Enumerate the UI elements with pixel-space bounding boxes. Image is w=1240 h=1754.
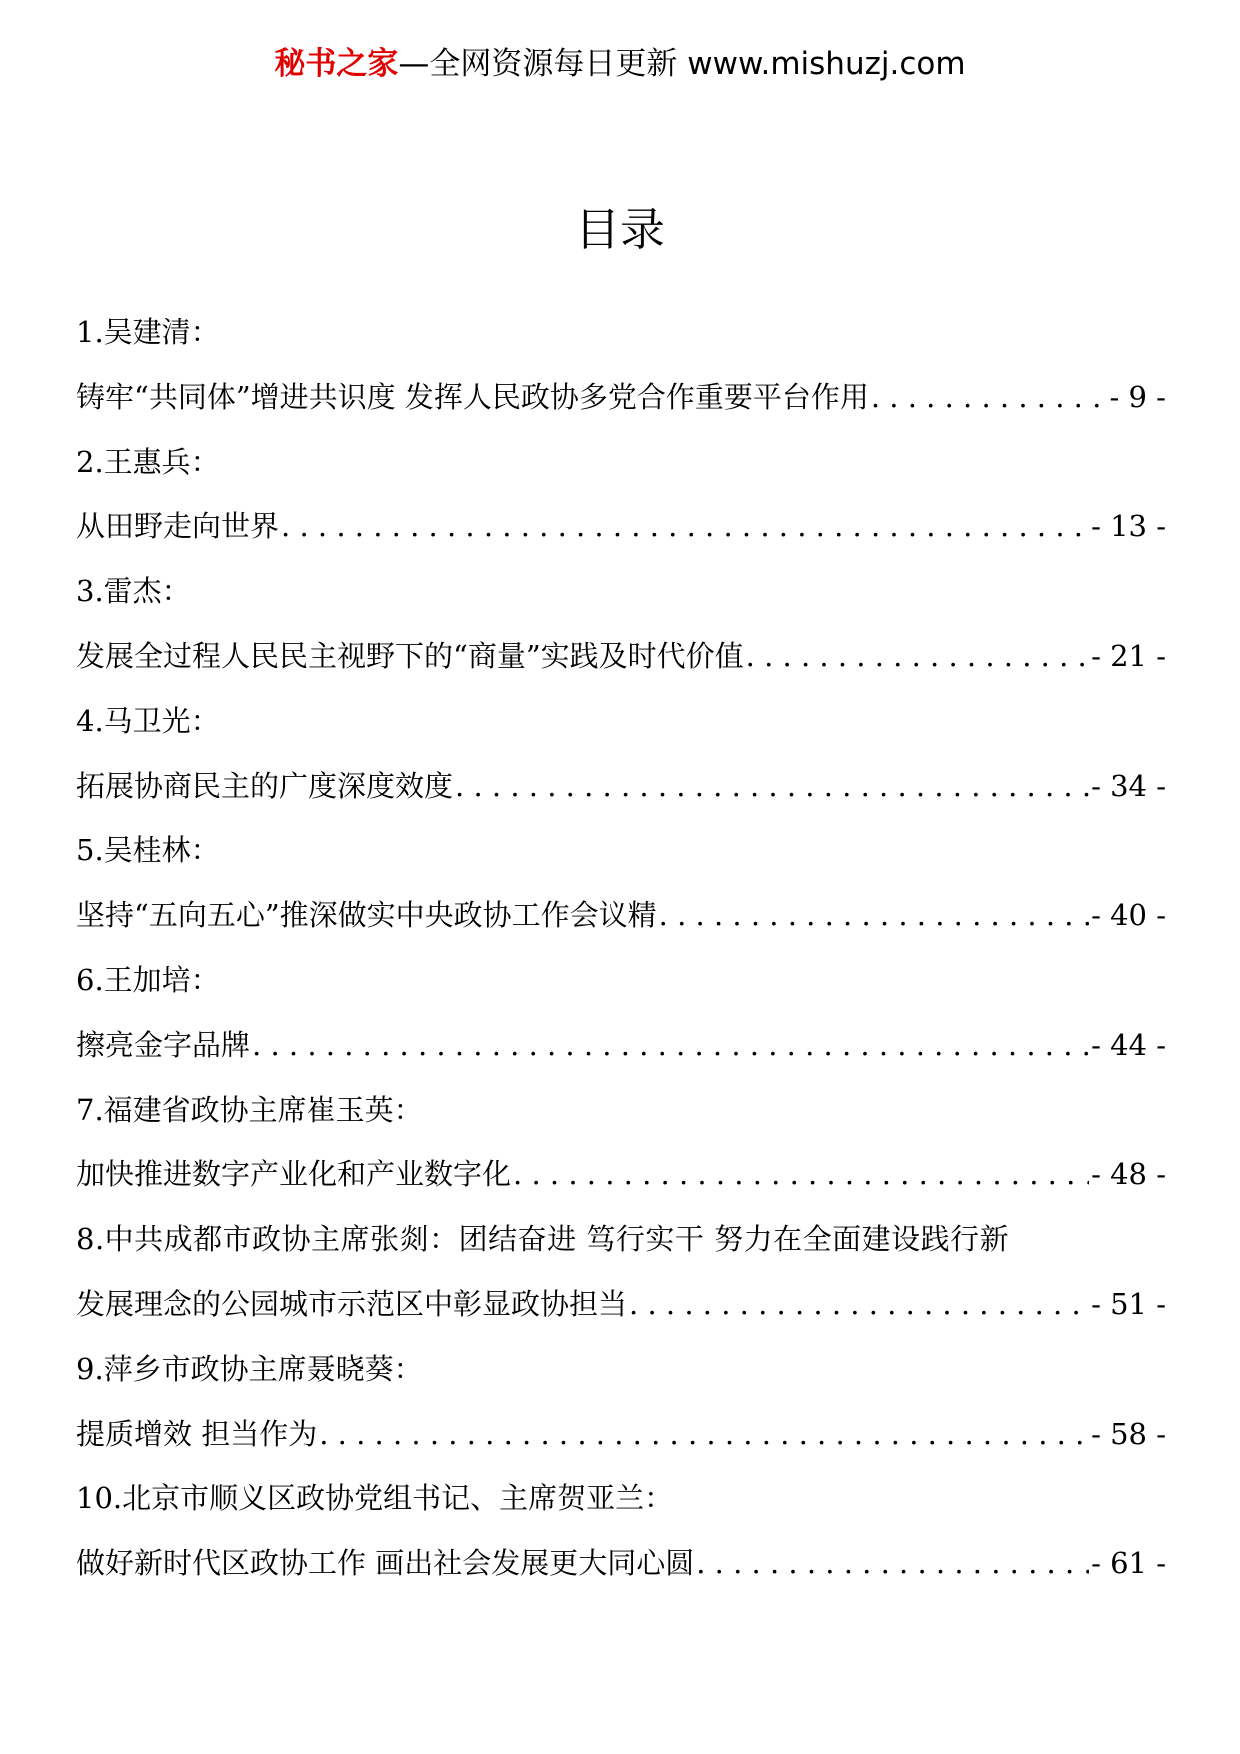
toc-heading: 3.雷杰：	[76, 574, 191, 609]
toc-page-number: - 21 -	[1091, 638, 1166, 673]
toc-item[interactable]	[76, 300, 1166, 430]
site-header	[0, 42, 1240, 86]
toc-item[interactable]	[76, 689, 1166, 819]
toc-entry-title: 铸牢“共同体”增进共识度 发挥人民政协多党合作重要平台作用	[76, 379, 869, 414]
toc-entry-title: 做好新时代区政协工作 画出社会发展更大同心圆	[76, 1546, 695, 1581]
toc-item[interactable]	[76, 1337, 1166, 1467]
toc-page-number: - 51 -	[1091, 1286, 1166, 1321]
toc-heading: 9.萍乡市政协主席聂晓葵：	[76, 1351, 423, 1386]
toc-leader-dots	[746, 624, 1089, 689]
toc-page-number: - 40 -	[1091, 898, 1166, 933]
toc-item[interactable]	[76, 430, 1166, 560]
toc-heading: 5.吴桂林：	[76, 833, 220, 868]
toc-leader-dots	[629, 1272, 1089, 1337]
toc-leader-dots	[252, 1013, 1089, 1078]
site-brand: 秘书之家	[274, 46, 399, 82]
toc-leader-dots	[871, 365, 1108, 430]
toc-leader-dots	[281, 494, 1089, 559]
toc-heading	[76, 1207, 1166, 1272]
toc-leader-dots	[696, 1531, 1089, 1596]
site-tagline: —全网资源每日更新 www.mishuzj.com	[398, 46, 966, 82]
toc-heading: 4.马卫光：	[76, 703, 220, 738]
toc-leader-dots	[513, 1142, 1089, 1207]
toc-entry-title: 加快推进数字产业化和产业数字化	[76, 1157, 512, 1192]
toc-page-number: - 44 -	[1091, 1027, 1166, 1062]
table-of-contents	[76, 300, 1166, 1596]
toc-heading-text: 8.中共成都市政协主席张剡：团结奋进 笃行实干 努力在全面建设践行新	[76, 1222, 1010, 1257]
toc-entry-title: 从田野走向世界	[76, 509, 280, 544]
toc-item[interactable]	[76, 818, 1166, 948]
toc-page-number: - 34 -	[1091, 768, 1166, 803]
toc-page-number: - 58 -	[1091, 1416, 1166, 1451]
toc-heading: 6.王加培：	[76, 962, 220, 997]
toc-heading: 1.吴建清：	[76, 315, 220, 349]
toc-page-number: - 48 -	[1091, 1157, 1166, 1192]
toc-item[interactable]	[76, 1466, 1166, 1596]
toc-entry-title: 提质增效 担当作为	[76, 1416, 318, 1451]
toc-item[interactable]	[76, 1207, 1166, 1337]
page-title: 目录	[574, 203, 665, 256]
toc-entry-title: 发展理念的公园城市示范区中彰显政协担当	[76, 1286, 628, 1321]
toc-item[interactable]	[76, 1078, 1166, 1208]
toc-page-number: - 13 -	[1091, 509, 1166, 544]
toc-leader-dots	[659, 883, 1089, 948]
toc-item[interactable]	[76, 948, 1166, 1078]
toc-heading: 7.福建省政协主席崔玉英：	[76, 1092, 423, 1127]
toc-entry-title: 坚持“五向五心”推深做实中央政协工作会议精	[76, 898, 657, 933]
toc-entry-title: 拓展协商民主的广度深度效度	[76, 768, 454, 803]
toc-item[interactable]	[76, 559, 1166, 689]
toc-page-number: - 61 -	[1091, 1546, 1166, 1581]
toc-heading: 10.北京市顺义区政协党组书记、主席贺亚兰：	[76, 1481, 674, 1516]
toc-entry-title: 发展全过程人民民主视野下的“商量”实践及时代价值	[76, 638, 744, 673]
toc-page-number: - 9 -	[1109, 379, 1166, 414]
toc-entry-title: 擦亮金字品牌	[76, 1027, 251, 1062]
toc-heading: 2.王惠兵：	[76, 444, 220, 479]
toc-leader-dots	[319, 1402, 1089, 1467]
toc-leader-dots	[455, 754, 1089, 819]
